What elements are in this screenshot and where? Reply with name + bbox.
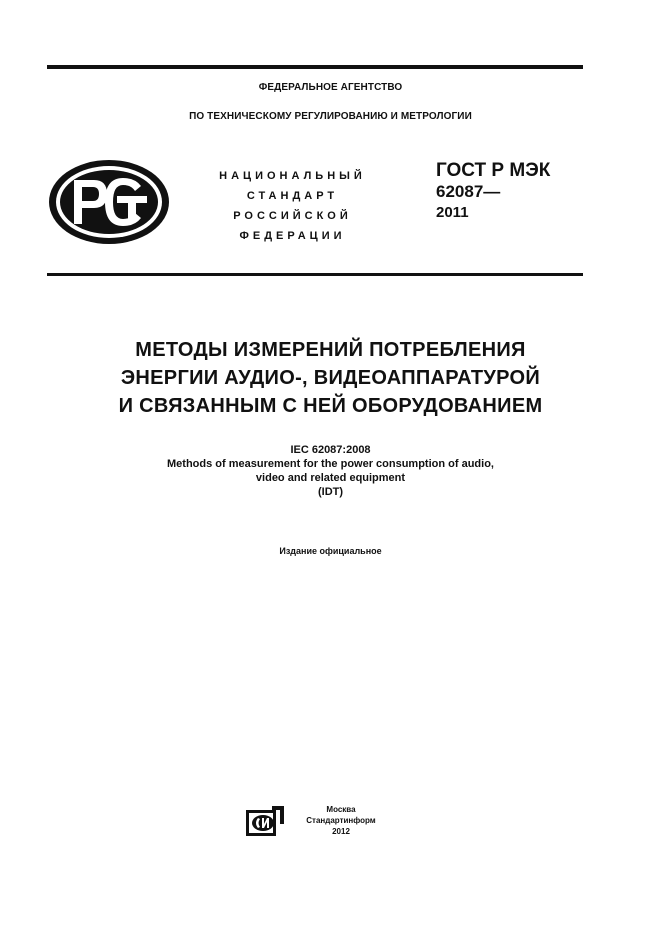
title-line-2: ЭНЕРГИИ АУДИО-, ВИДЕОАППАРАТУРОЙ [120,367,541,389]
iec-title-line-2: video and related equipment [255,472,406,484]
agency-line-1: ФЕДЕРАЛЬНОЕ АГЕНТСТВО [258,82,403,93]
middle-rule [47,273,583,276]
national-line-3: РОССИЙСКОЙ [233,210,352,222]
national-line-2: СТАНДАРТ [246,190,339,202]
document-title [0,336,661,420]
gost-r-logo-icon [47,158,171,246]
gost-designation [436,160,550,223]
standartinform-logo-icon [246,806,284,838]
gost-number: 62087— [436,182,501,201]
gost-prefix: ГОСТ Р МЭК [436,160,551,181]
agency-line-2: ПО ТЕХНИЧЕСКОМУ РЕГУЛИРОВАНИЮ И МЕТРОЛОГИИ [189,111,472,122]
iec-degree: (IDT) [317,486,344,498]
national-line-1: НАЦИОНАЛЬНЫЙ [219,170,366,182]
iec-reference [0,443,661,499]
title-line-3: И СВЯЗАННЫМ С НЕЙ ОБОРУДОВАНИЕМ [118,395,543,417]
publisher-city: Москва [326,805,356,814]
national-standard-label [200,166,385,246]
gost-year: 2011 [436,204,469,221]
iec-code: IEC 62087:2008 [290,444,371,456]
publisher-name: Стандартинформ [306,816,376,825]
edition-label: Издание официальное [279,546,382,556]
publisher-year: 2012 [332,827,350,836]
title-line-1: МЕТОДЫ ИЗМЕРЕНИЙ ПОТРЕБЛЕНИЯ [135,339,526,361]
top-rule [47,65,583,69]
national-line-4: ФЕДЕРАЦИИ [239,230,346,242]
iec-title-line-1: Methods of measurement for the power consumption of audio, [167,458,494,470]
publisher-block [296,804,386,837]
